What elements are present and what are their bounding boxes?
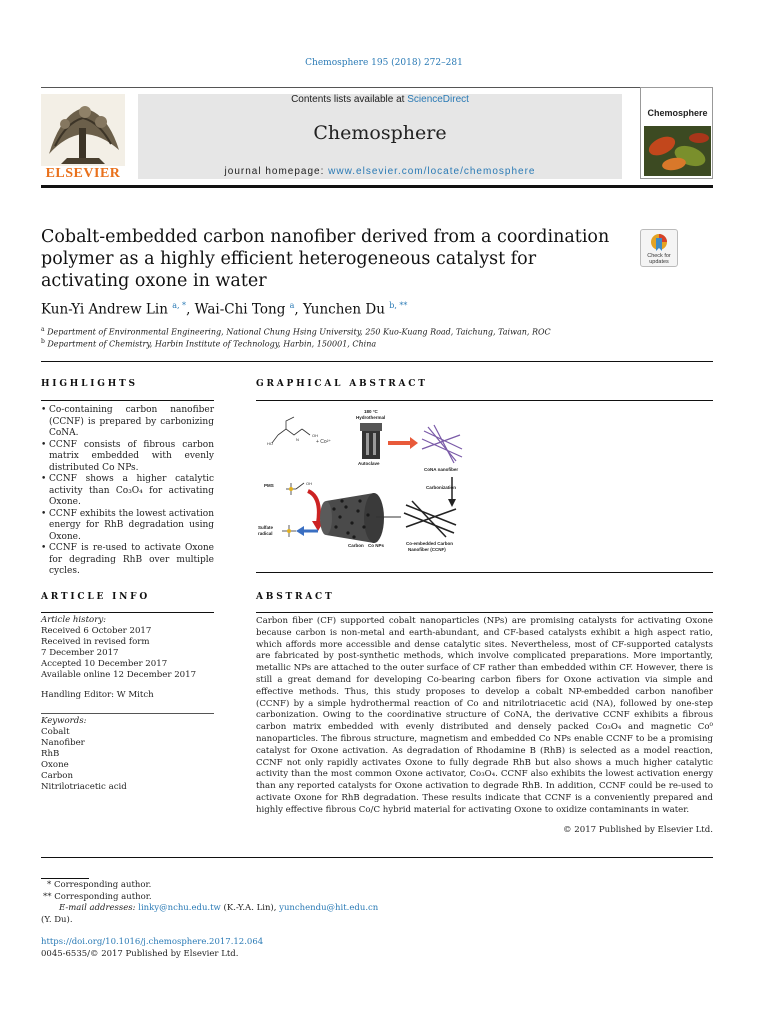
article-title: Cobalt-embedded carbon nanofiber derived from a coordination polymer as a highly efficient heterogeneous catalyst for activating oxone in water (41, 227, 610, 291)
carbon-cylinder-icon (320, 493, 384, 543)
handling-editor: Handling Editor: W Mitch (41, 690, 154, 700)
affiliation-b (41, 338, 376, 349)
author-list (41, 301, 407, 318)
highlights-rule (41, 400, 214, 401)
author-name[interactable]: Kun-Yi Andrew Lin (41, 301, 168, 318)
article-history (41, 615, 214, 681)
footnotes (41, 880, 378, 926)
history-title: Article history: (41, 615, 107, 625)
ccnf-label-1: Co-embedded Carbon (406, 541, 454, 546)
affiliation-mark: b (41, 338, 45, 345)
author-separator: , (294, 301, 304, 318)
corresponding-author-1: * Corresponding author. (47, 880, 152, 890)
crossmark-icon (650, 233, 668, 252)
check-for-updates-badge[interactable] (640, 229, 678, 267)
hydrothermal-label: Hydrothermal (356, 415, 386, 420)
highlight-item: • CCNF exhibits the lowest activation energy for RhB degradation using Oxone. (41, 509, 214, 544)
keyword: Nitrilotriacetic acid (41, 782, 127, 792)
highlights-list (41, 405, 214, 578)
abstract-heading: ABSTRACT (256, 592, 335, 602)
carbon-label: Carbon (348, 543, 364, 548)
highlight-item: • CCNF is re-used to activate Oxone for degrading RhB over multiple cycles. (41, 543, 214, 578)
pms-label: PMS (264, 483, 274, 488)
keyword: Cobalt (41, 727, 70, 737)
author-name[interactable]: Wai-Chi Tong (194, 301, 286, 318)
email-line (41, 903, 378, 915)
svg-text:OH: OH (306, 481, 312, 486)
homepage-line (138, 166, 622, 177)
pms-activation-arrow-icon (308, 491, 319, 523)
crossmark-line2: updates (649, 259, 669, 265)
sciencedirect-link[interactable]: ScienceDirect (407, 94, 469, 105)
affiliation-mark: a (41, 326, 45, 333)
email-link[interactable]: yunchendu@hit.edu.cn (279, 903, 379, 913)
history-line: 7 December 2017 (41, 648, 119, 658)
keyword: Nanofiber (41, 738, 85, 748)
author-marks[interactable]: b, ** (389, 301, 408, 310)
autoclave-label: Autoclave (358, 461, 380, 466)
email-owner: (Y. Du). (41, 914, 73, 925)
carbonization-label: Carbonization (426, 485, 456, 490)
history-line: Accepted 10 December 2017 (41, 659, 168, 669)
crossmark-label (641, 253, 677, 265)
email-link[interactable]: linky@nchu.edu.tw (138, 903, 221, 913)
elsevier-wordmark: ELSEVIER (45, 166, 121, 181)
history-line: Available online 12 December 2017 (41, 670, 197, 680)
issn-line: 0045-6535/© 2017 Published by Elsevier Ltd. (41, 948, 239, 959)
highlights-heading: HIGHLIGHTS (41, 379, 138, 389)
journal-citation[interactable]: Chemosphere 195 (2018) 272–281 (305, 58, 463, 68)
highlight-item: • CCNF consists of fibrous carbon matrix embedded with evenly distributed Co NPs. (41, 440, 214, 475)
abstract-copyright: © 2017 Published by Elsevier Ltd. (562, 825, 713, 835)
doi-block (41, 937, 263, 960)
article-info-rule (41, 612, 214, 613)
sulfate-label-1: Sulfate (258, 525, 274, 530)
ccnf-label-2: Nanofiber (CCNF) (408, 547, 446, 552)
homepage-link[interactable]: www.elsevier.com/locate/chemosphere (328, 166, 536, 177)
graphical-abstract-heading: GRAPHICAL ABSTRACT (256, 379, 428, 389)
affiliation-text: Department of Chemistry, Harbin Institute of Technology, Harbin, 150001, China (47, 339, 377, 349)
author-separator: , (186, 301, 195, 318)
graphical-abstract-bottom-rule (256, 572, 713, 573)
journal-title: Chemosphere (313, 122, 447, 144)
abstract-rule (256, 612, 713, 613)
svg-text:N: N (296, 437, 299, 442)
highlight-item: • Co-containing carbon nanofiber (CCNF) is prepared by carbonizing CoNA. (41, 405, 214, 440)
pms-structure (286, 483, 304, 495)
keyword: Oxone (41, 760, 69, 770)
graphical-abstract-rule (256, 400, 713, 401)
cover-leaves-image (644, 126, 711, 176)
graphical-abstract-figure (256, 405, 463, 553)
process-arrow-icon (388, 437, 418, 449)
article-info-heading: ARTICLE INFO (41, 592, 150, 602)
author-marks[interactable]: a, * (172, 301, 187, 310)
title-divider (41, 361, 713, 362)
hydrothermal-temp-label: 180 °C (364, 409, 378, 414)
svg-text:OH: OH (312, 433, 318, 438)
abstract-text: Carbon fiber (CF) supported cobalt nanoparticles (NPs) are promising catalysts for activating Oxone because carbon is non-metal and earth-abundant, and CF-based catalysts exhibit a high aspect ratio, which affords more accessible and dense catalytic sites. Nevertheless, most of CF-supported catalysts are fabricated by post-synthetic methods, which involve complicated preparations. More importantly, metallic NPs are attached to the outer surface of CF rather than embedded within CF. However, there is still a great demand for developing Co-bearing carbon fibers for Oxone activation via simple and effective methods. Thus, this study proposes to develop a cobalt NP-embedded carbon nanofiber (CCNF) by a simple hydrothermal reaction of Co and nitrilotriacetic acid (NA), followed by one-step carbonization. Owing to the coordinative structure of CoNA, the derivative CCNF exhibits a fibrous carbon matrix embedded with evenly distributed and densely packed Co₃O₄ and magnetic Co⁰ nanoparticles. The fibrous structure, magnetism and embedded Co NPs enable CCNF to be a promising catalyst for Oxone activation. As degradation of Rhodamine B (RhB) is selected as a model reaction, CCNF not only rapidly activates Oxone to fully degrade RhB but also shows a much higher catalytic activity than the most common Oxone activator, Co₃O₄. CCNF also exhibits the lowest activation energy than any reported catalysts for Oxone activation to degrade RhB. In addition, CCNF could be re-used to activate Oxone for RhB degradation. These results indicate that CCNF is a conveniently prepared and highly effective fibrous Co/C hybrid material for activating Oxone to oxidize contaminants in water. (256, 616, 713, 815)
keywords-rule (41, 713, 214, 714)
crossmark-line1: Check for (647, 253, 671, 259)
keywords-title: Keywords: (41, 716, 87, 726)
contents-prefix: Contents lists available at (291, 94, 408, 105)
keyword: RhB (41, 749, 60, 759)
author-name[interactable]: Yunchen Du (303, 301, 385, 318)
cona-nanofiber-label: CoNA nanofiber (424, 467, 459, 472)
corresponding-author-2: ** Corresponding author. (43, 891, 152, 902)
email-label: E-mail addresses: (59, 903, 136, 913)
header-rule (41, 87, 713, 88)
keywords-block (41, 716, 214, 793)
homepage-prefix: journal homepage: (224, 166, 329, 177)
history-line: Received in revised form (41, 637, 150, 647)
autoclave-icon (360, 423, 382, 459)
keyword: Carbon (41, 771, 74, 781)
journal-cover (640, 87, 713, 179)
author-marks[interactable]: a (289, 301, 295, 310)
co-nps-label: Co NPs (368, 543, 385, 548)
footnote-rule (41, 878, 89, 879)
email-owner: (K.-Y.A. Lin), (223, 903, 277, 913)
sulfate-label-2: radical (258, 531, 273, 536)
ccnf-fiber-icon (404, 501, 456, 537)
contents-line (138, 94, 622, 105)
highlight-item: • CCNF shows a higher catalytic activity than Co₃O₄ for activating Oxone. (41, 474, 214, 509)
history-line: Received 6 October 2017 (41, 626, 152, 636)
svg-text:HO: HO (267, 441, 273, 446)
nitrilotriacetic-acid-structure (272, 417, 310, 443)
cobalt-ion-label: + Co²⁺ (316, 439, 332, 445)
affiliation-a (41, 326, 551, 337)
cona-nanofiber-icon (422, 425, 462, 463)
cover-title: Chemosphere (647, 108, 708, 118)
affiliation-text: Department of Environmental Engineering, National Chung Hsing University, 250 Kuo-Kuang Road, Taichung, Taiwan, ROC (47, 327, 551, 337)
header-thick-rule (41, 185, 713, 188)
abstract-bottom-rule (41, 857, 713, 858)
doi-link[interactable]: https://doi.org/10.1016/j.chemosphere.2017.12.064 (41, 937, 264, 947)
